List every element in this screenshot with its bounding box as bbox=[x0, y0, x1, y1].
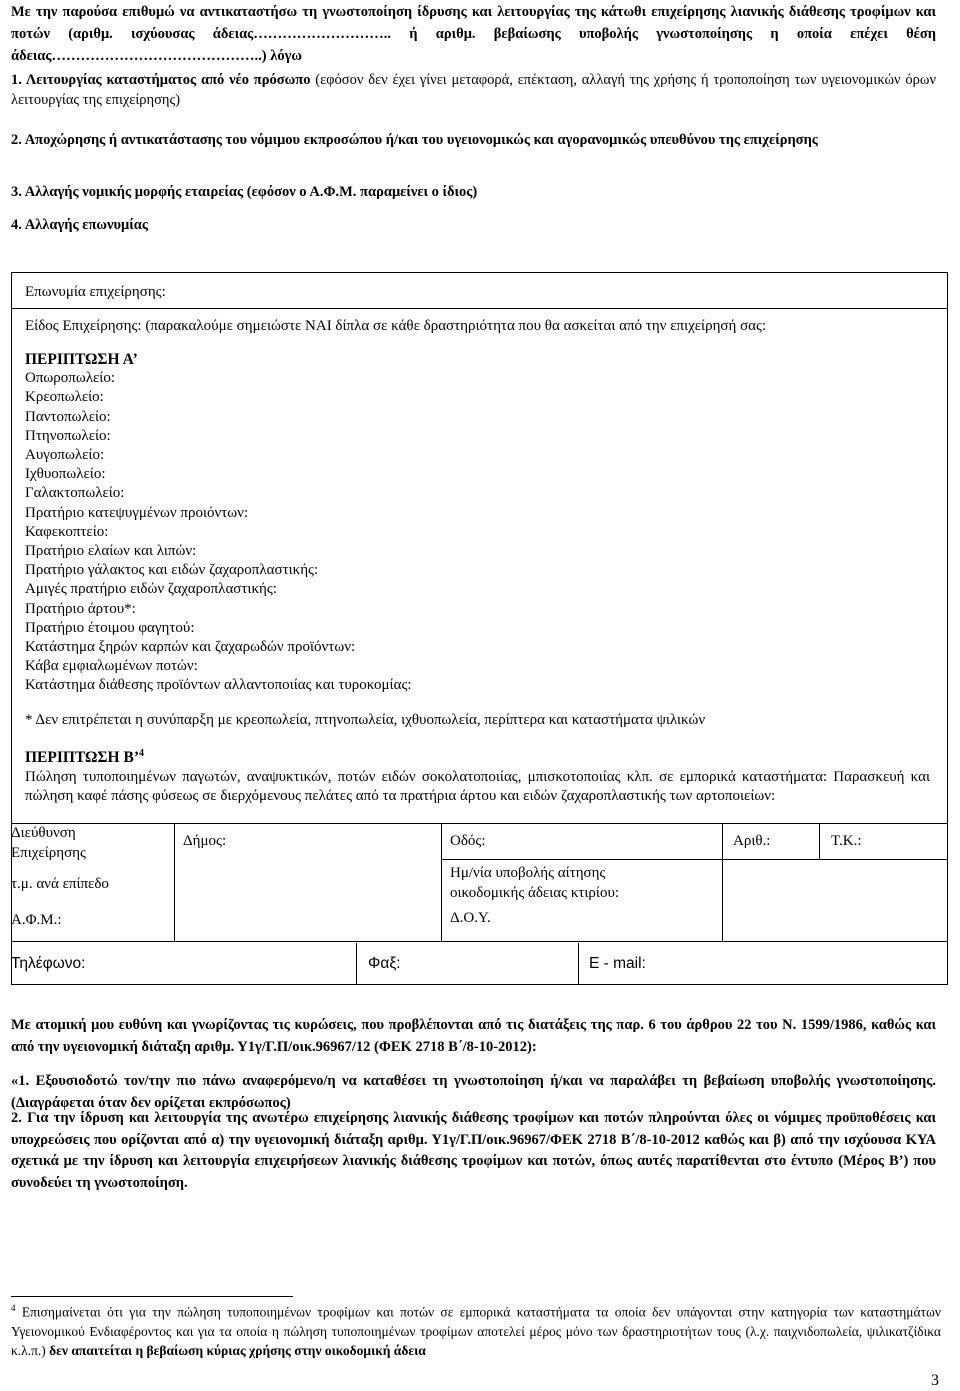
municipality-field: Δήμος: bbox=[183, 833, 227, 849]
footnote-text: Επισημαίνεται ότι για την πώληση τυποποιημένων τροφίμων και ποτών σε εμπορικά καταστήματα τα οποία δεν υπάγονται στην κατηγορία των καταστημάτων Υγειονομικού Ενδιαφέροντος και για τα οποία η πώληση τυποποιημένων τροφίμων αποτελεί μέρος μόνο των δραστηριοτήτων τους (λ.χ. παιχνιδοπωλεία, ψιλικατζίδικα κ.λ.π.) bbox=[11, 1304, 941, 1358]
case-a-title: ΠΕΡΙΠΤΩΣΗ Α’ bbox=[25, 351, 138, 368]
email-field: E - mail: bbox=[589, 955, 646, 972]
postal-code-field: Τ.Κ.: bbox=[831, 833, 862, 849]
option-2: 2. Αποχώρησης ή αντικατάστασης του νόμιμου εκπροσώπου ή/και του υγειονομικώς και αγορανομικώς υπευθύνου της επιχείρησης bbox=[11, 132, 818, 148]
table-line bbox=[11, 823, 948, 824]
footnote-separator bbox=[11, 1296, 293, 1297]
area-label: τ.μ. ανά επίπεδο bbox=[11, 876, 109, 892]
option-4: 4. Αλλαγής επωνυμίας bbox=[11, 217, 148, 233]
case-a-list bbox=[25, 350, 412, 696]
declaration-item-1: «1. Εξουσιοδοτώ τον/την πιο πάνω αναφερόμενο/η να καταθέσει τη γνωστοποίηση ή/και να παραλάβει τη βεβαίωση υποβολής γνωστοποίησης. (Διαγράφεται όταν δεν ορίζεται εκπρόσωπος) bbox=[11, 1073, 936, 1111]
table-line bbox=[722, 823, 723, 942]
phone-field: Τηλέφωνο: bbox=[11, 955, 86, 972]
divider bbox=[12, 308, 947, 309]
list-item: Πρατήριο γάλακτος και ειδών ζαχαροπλαστικής: bbox=[25, 562, 319, 579]
list-item: Ιχθυοπωλείο: bbox=[25, 466, 106, 483]
table-line bbox=[441, 823, 442, 942]
footnote bbox=[11, 1299, 941, 1360]
fax-field: Φαξ: bbox=[368, 955, 401, 972]
option-3: 3. Αλλαγής νομικής μορφής εταιρείας (εφόσον ο Α.Φ.Μ. παραμείνει ο ίδιος) bbox=[11, 184, 478, 200]
list-item: Κατάστημα ξηρών καρπών και ζαχαρωδών προϊόντων: bbox=[25, 639, 356, 656]
table-line bbox=[174, 823, 175, 942]
address-table bbox=[11, 823, 948, 942]
table-line bbox=[441, 859, 948, 860]
doy-field: Δ.Ο.Υ. bbox=[450, 910, 491, 926]
permit-date-line1: Ημ/νία υποβολής αίτησης bbox=[450, 865, 606, 881]
declaration-item-2: 2. Για την ίδρυση και λειτουργία της ανωτέρω επιχείρησης λιανικής διάθεσης τροφίμων και ποτών πληρούνται όλες οι νόμιμες προϋποθέσεις και υποχρεώσεις που ορίζονται από α) την υγειονομική διάταξη αριθμ. Υ1γ/Γ.Π/οικ.96967/ΦΕΚ 2718 Β΄/8-10-2012 καθώς και β) από την ισχύουσα ΚΥΑ σχετικά με την ίδρυση και λειτουργία επιχειρήσεων λιανικής διάθεσης τροφίμων και ποτών, όπως αυτές παρατίθενται στο έντυπο (Μέρος Β’) που συνοδεύει τη γνωστοποίηση. bbox=[11, 1110, 936, 1191]
case-b-title: ΠΕΡΙΠΤΩΣΗ Β’ bbox=[25, 749, 139, 767]
declaration-text: Με ατομική μου ευθύνη και γνωρίζοντας τις κυρώσεις, που προβλέπονται από τις διατάξεις της παρ. 6 του άρθρου 22 του Ν. 1599/1986, καθώς και από την υγειονομική διάταξη αριθμ. Υ1γ/Γ.Π/οικ.96967/12 (ΦΕΚ 2718 Β΄/8-10-2012): bbox=[11, 1017, 936, 1055]
intro-paragraph: Με την παρούσα επιθυμώ να αντικαταστήσω τη γνωστοποίηση ίδρυσης και λειτουργίας της κάτωθι επιχείρησης λιανικής διάθεσης τροφίμων και ποτών (αριθμ. ισχύουσας άδειας……………………….. ή αριθμ. βεβαίωσης υποβολής γνωστοποίησης η οποία επέχει θέση άδειας……………………………………..) λόγω bbox=[11, 4, 936, 64]
list-item: Αυγοπωλείο: bbox=[25, 447, 105, 464]
table-line bbox=[578, 943, 579, 985]
list-item: Πρατήριο έτοιμου φαγητού: bbox=[25, 619, 195, 636]
street-field: Οδός: bbox=[450, 833, 486, 849]
case-b-section bbox=[25, 744, 930, 807]
list-item: Κάβα εμφιαλωμένων ποτών: bbox=[25, 658, 198, 675]
case-a-note: * Δεν επιτρέπεται η συνύπαρξη με κρεοπωλεία, πτηνοπωλεία, ιχθυοπωλεία, περίπτερα και καταστήματα ψιλικών bbox=[25, 712, 706, 728]
list-item: Οπωροπωλείο: bbox=[25, 370, 115, 387]
list-item: Πρατήριο άρτου*: bbox=[25, 600, 136, 617]
option-1-title: 1. Λειτουργίας καταστήματος από νέο πρόσωπο bbox=[11, 72, 311, 88]
footnote-number: 4 bbox=[11, 1303, 16, 1313]
business-type-label: Είδος Επιχείρησης: (παρακαλούμε σημειώστε ΝΑΙ δίπλα σε κάθε δραστηριότητα που θα ασκείται από την επιχείρησή σας: bbox=[25, 318, 767, 334]
list-item: Παντοπωλείο: bbox=[25, 408, 111, 425]
option-1 bbox=[11, 70, 936, 110]
list-item: Καφεκοπτείο: bbox=[25, 523, 109, 540]
list-item: Πτηνοπωλείο: bbox=[25, 427, 111, 444]
list-item: Πρατήριο ελαίων και λιπών: bbox=[25, 543, 197, 560]
address-label-line1: Διεύθυνση bbox=[11, 825, 76, 841]
list-item: Κατάστημα διάθεσης προϊόντων αλλαντοποιίας και τυροκομίας: bbox=[25, 677, 412, 694]
number-field: Αριθ.: bbox=[733, 833, 771, 849]
case-b-footnote-ref: 4 bbox=[139, 748, 144, 759]
list-item: Πρατήριο κατεψυγμένων προιόντων: bbox=[25, 504, 249, 521]
afm-field: Α.Φ.Μ.: bbox=[11, 912, 62, 928]
page-number: 3 bbox=[931, 1372, 939, 1389]
list-item: Κρεοπωλείο: bbox=[25, 389, 104, 406]
contact-row bbox=[11, 943, 948, 985]
list-item: Γαλακτοπωλείο: bbox=[25, 485, 125, 502]
footnote-bold-text: δεν απαιτείται η βεβαίωση κύριας χρήσης στην οικοδομική άδεια bbox=[49, 1342, 426, 1358]
case-b-heading bbox=[25, 744, 930, 768]
address-label-line2: Επιχείρησης bbox=[11, 844, 86, 861]
list-item: Αμιγές πρατήριο ειδών ζαχαροπλαστικής: bbox=[25, 581, 277, 598]
table-line bbox=[11, 941, 948, 942]
address-label bbox=[11, 824, 86, 863]
table-line bbox=[356, 943, 357, 985]
permit-date-label bbox=[450, 864, 619, 903]
permit-date-line2: οικοδομικής άδειας κτιρίου: bbox=[450, 884, 620, 901]
business-name-label: Επωνυμία επιχείρησης: bbox=[25, 284, 166, 300]
table-line bbox=[819, 823, 820, 859]
option-1-detail: (εφόσον δεν έχει γίνει μεταφορά, επέκταση, αλλαγή της χρήσης ή τροποποίηση των υγειονομικών όρων λειτουργίας της επιχείρησης) bbox=[11, 72, 937, 108]
case-b-text: Πώληση τυποποιημένων παγωτών, αναψυκτικών, ποτών ειδών σοκολατοποιίας, μπισκοτοποιίας κλπ. σε εμπορικά καταστήματα: Παρασκευή και πώληση καφέ πάσης φύσεως σε διερχόμενους πελάτες από τα πρατήρια άρτου και ειδών ζαχαροπλαστικής των αρτοποιείων: bbox=[25, 768, 930, 805]
